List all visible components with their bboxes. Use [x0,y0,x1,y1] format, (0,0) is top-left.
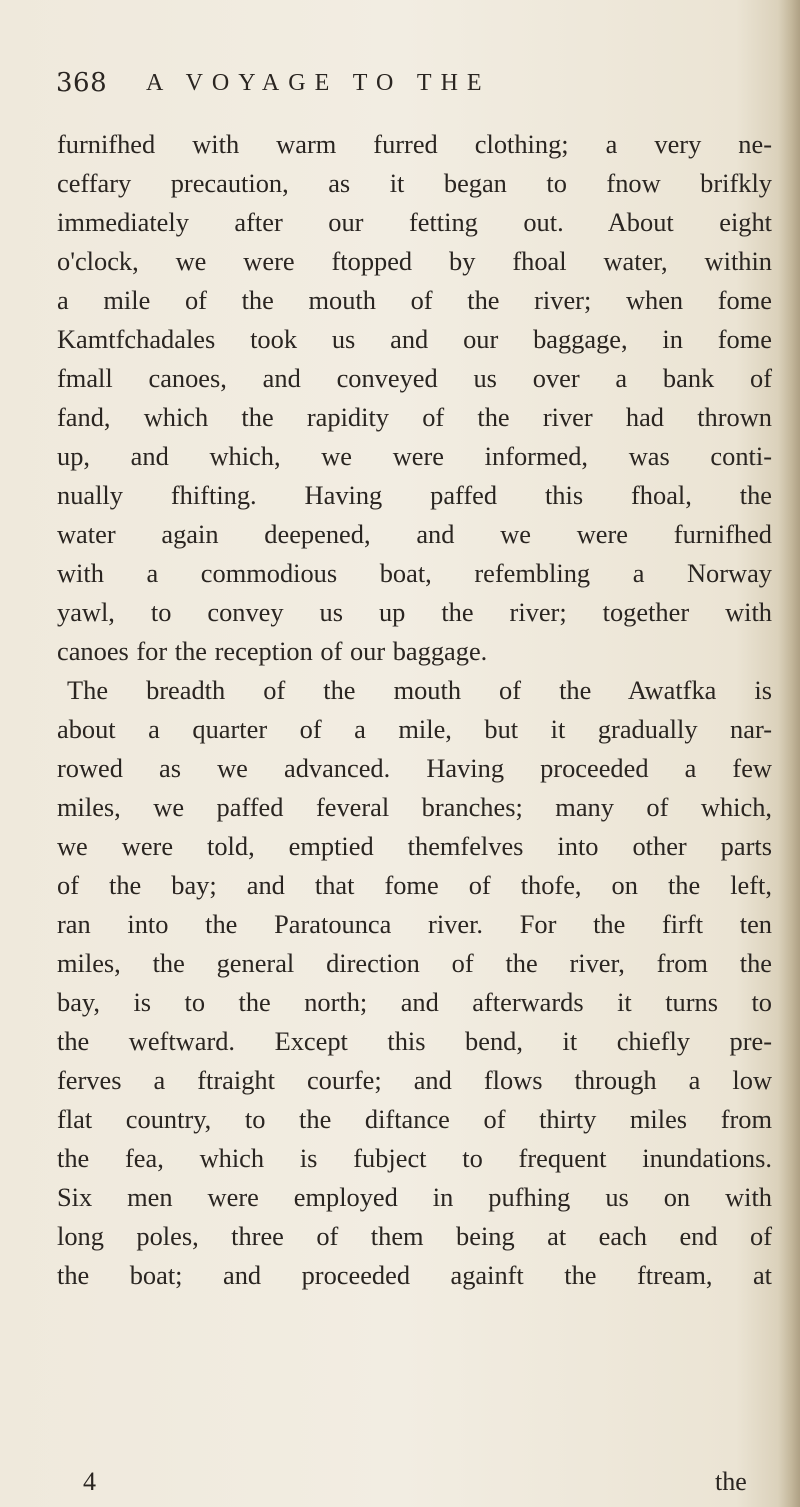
running-head: A VOYAGE TO THE [146,70,491,96]
text-line: Six men were employed in pufhing us on with [57,1182,772,1212]
text-line: nually fhifting. Having paffed this fhoal, the [57,480,772,510]
text-line: long poles, three of them being at each end of [57,1221,772,1251]
text-line: miles, we paffed feveral branches; many of which, [57,792,772,822]
text-line-paragraph-start: The breadth of the mouth of the Awatfka is [67,675,772,705]
text-line: up, and which, we were informed, was conti- [57,441,772,471]
page-footer [0,1467,800,1507]
text-line: Kamtfchadales took us and our baggage, in fome [57,324,772,354]
page-number: 368 [56,68,108,98]
text-line: furnifhed with warm furred clothing; a very ne- [57,129,772,159]
text-line: miles, the general direction of the river, from the [57,948,772,978]
text-line: ferves a ftraight courfe; and flows through a low [57,1065,772,1095]
text-line: bay, is to the north; and afterwards it turns to [57,987,772,1017]
body-text [57,125,772,1295]
text-line: water again deepened, and we were furnifhed [57,519,772,549]
text-line: about a quarter of a mile, but it gradually nar- [57,714,772,744]
text-line: ceffary precaution, as it began to fnow brifkly [57,168,772,198]
text-line: we were told, emptied themfelves into other parts [57,831,772,861]
text-line: fmall canoes, and conveyed us over a bank of [57,363,772,393]
signature-mark: 4 [83,1467,96,1496]
text-line: the boat; and proceeded againft the ftream, at [57,1260,772,1290]
text-line: flat country, to the diftance of thirty miles from [57,1104,772,1134]
text-line: of the bay; and that fome of thofe, on the left, [57,870,772,900]
text-line: yawl, to convey us up the river; together with [57,597,772,627]
text-line: rowed as we advanced. Having proceeded a few [57,753,772,783]
text-line: with a commodious boat, refembling a Norway [57,558,772,588]
text-line: o'clock, we were ftopped by fhoal water, within [57,246,772,276]
text-line: ran into the Paratounca river. For the firft ten [57,909,772,939]
page-edge-shadow [778,0,800,1507]
text-line: fand, which the rapidity of the river had thrown [57,402,772,432]
text-line: the weftward. Except this bend, it chiefly pre- [57,1026,772,1056]
catchword: the [715,1467,747,1496]
page-header [0,62,800,112]
text-line: a mile of the mouth of the river; when fome [57,285,772,315]
text-line: immediately after our fetting out. About eight [57,207,772,237]
text-line: the fea, which is fubject to frequent inundations. [57,1143,772,1173]
text-line: canoes for the reception of our baggage. [57,636,488,666]
